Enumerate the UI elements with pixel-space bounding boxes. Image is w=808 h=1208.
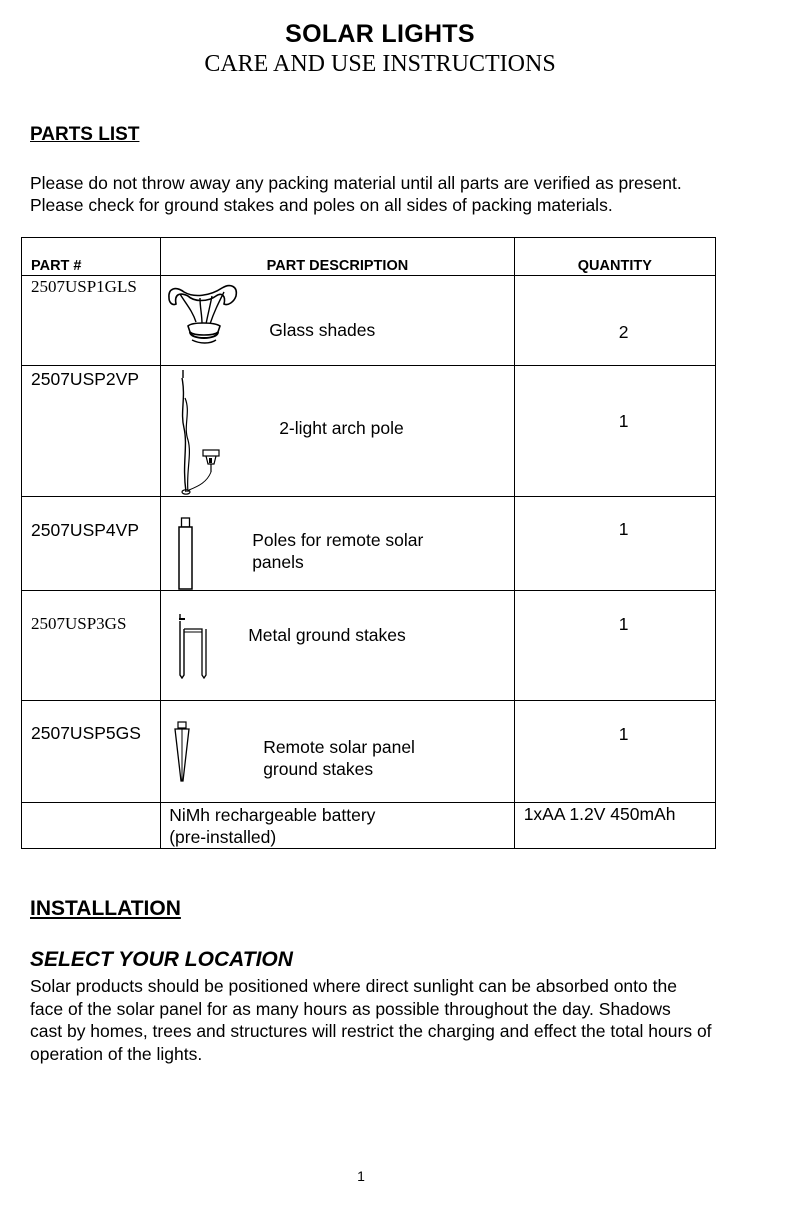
part-description bbox=[169, 804, 375, 848]
select-location-heading: SELECT YOUR LOCATION bbox=[30, 948, 293, 971]
ground-stake-icon bbox=[177, 613, 207, 679]
part-description bbox=[252, 529, 423, 573]
description-line: Remote solar panel bbox=[263, 737, 415, 757]
arch-pole-icon bbox=[177, 368, 229, 496]
table-row bbox=[22, 366, 716, 497]
description-cell bbox=[161, 497, 515, 591]
paragraph-line: operation of the lights. bbox=[30, 1043, 203, 1064]
panel-stake-icon bbox=[173, 721, 193, 783]
pole-icon bbox=[177, 517, 195, 591]
glass-shade-icon bbox=[166, 282, 240, 348]
part-number-cell bbox=[22, 591, 161, 701]
quantity: 1 bbox=[618, 519, 629, 539]
table-header-row bbox=[22, 238, 716, 276]
paragraph-line: cast by homes, trees and structures will restrict the charging and effect the total hours of bbox=[30, 1021, 712, 1041]
description-cell bbox=[161, 701, 515, 803]
part-number: 2507USP2VP bbox=[31, 369, 139, 389]
quantity: 1 bbox=[618, 411, 629, 431]
part-number: 2507USP4VP bbox=[31, 520, 139, 540]
part-description: Metal ground stakes bbox=[248, 625, 406, 645]
description-cell bbox=[161, 366, 515, 497]
part-description: 2-light arch pole bbox=[279, 418, 404, 438]
parts-table bbox=[21, 237, 716, 849]
document-subtitle: CARE AND USE INSTRUCTIONS bbox=[204, 51, 556, 77]
quantity-cell bbox=[514, 591, 715, 701]
header-quantity: QUANTITY bbox=[514, 238, 715, 276]
intro-line-1: Please do not throw away any packing material until all parts are verified as present. bbox=[30, 173, 682, 193]
table-row bbox=[22, 803, 716, 849]
part-description: Glass shades bbox=[269, 320, 376, 340]
quantity-cell bbox=[514, 276, 715, 366]
header-part-description: PART DESCRIPTION bbox=[161, 238, 515, 276]
quantity: 1xAA 1.2V 450mAh bbox=[523, 804, 676, 824]
table-row bbox=[22, 701, 716, 803]
part-number-cell bbox=[22, 803, 161, 849]
part-number: 2507USP3GS bbox=[31, 614, 127, 633]
table-row bbox=[22, 497, 716, 591]
table-row bbox=[22, 591, 716, 701]
part-number-cell bbox=[22, 276, 161, 366]
description-cell bbox=[161, 276, 515, 366]
part-description bbox=[263, 736, 415, 780]
quantity: 1 bbox=[618, 614, 629, 634]
description-line: panels bbox=[252, 552, 304, 572]
parts-intro bbox=[30, 172, 790, 216]
description-cell bbox=[161, 591, 515, 701]
parts-list-heading: PARTS LIST bbox=[30, 124, 140, 145]
description-line: (pre-installed) bbox=[169, 827, 277, 847]
quantity: 2 bbox=[618, 322, 629, 342]
part-number-cell bbox=[22, 497, 161, 591]
intro-line-2: Please check for ground stakes and poles on all sides of packing materials. bbox=[30, 195, 613, 215]
part-number-cell bbox=[22, 701, 161, 803]
page-number: 1 bbox=[357, 1168, 365, 1184]
select-location-text bbox=[30, 975, 800, 1065]
part-number: 2507USP5GS bbox=[31, 723, 141, 743]
paragraph-line: Solar products should be positioned where direct sunlight can be absorbed onto the bbox=[30, 976, 677, 996]
installation-heading: INSTALLATION bbox=[30, 897, 181, 920]
description-cell bbox=[161, 803, 515, 849]
description-line: ground stakes bbox=[263, 759, 374, 779]
quantity-cell bbox=[514, 366, 715, 497]
description-line: Poles for remote solar bbox=[252, 530, 424, 550]
quantity-cell bbox=[514, 701, 715, 803]
description-line: NiMh rechargeable battery bbox=[169, 805, 376, 825]
quantity: 1 bbox=[618, 724, 629, 744]
header-part-number: PART # bbox=[22, 238, 161, 276]
table-row bbox=[22, 276, 716, 366]
quantity-cell bbox=[514, 803, 715, 849]
part-number-cell bbox=[22, 366, 161, 497]
document-title: SOLAR LIGHTS bbox=[285, 20, 475, 48]
paragraph-line: face of the solar panel for as many hours as possible throughout the day. Shadows bbox=[30, 998, 671, 1019]
quantity-cell bbox=[514, 497, 715, 591]
part-number: 2507USP1GLS bbox=[31, 277, 137, 296]
